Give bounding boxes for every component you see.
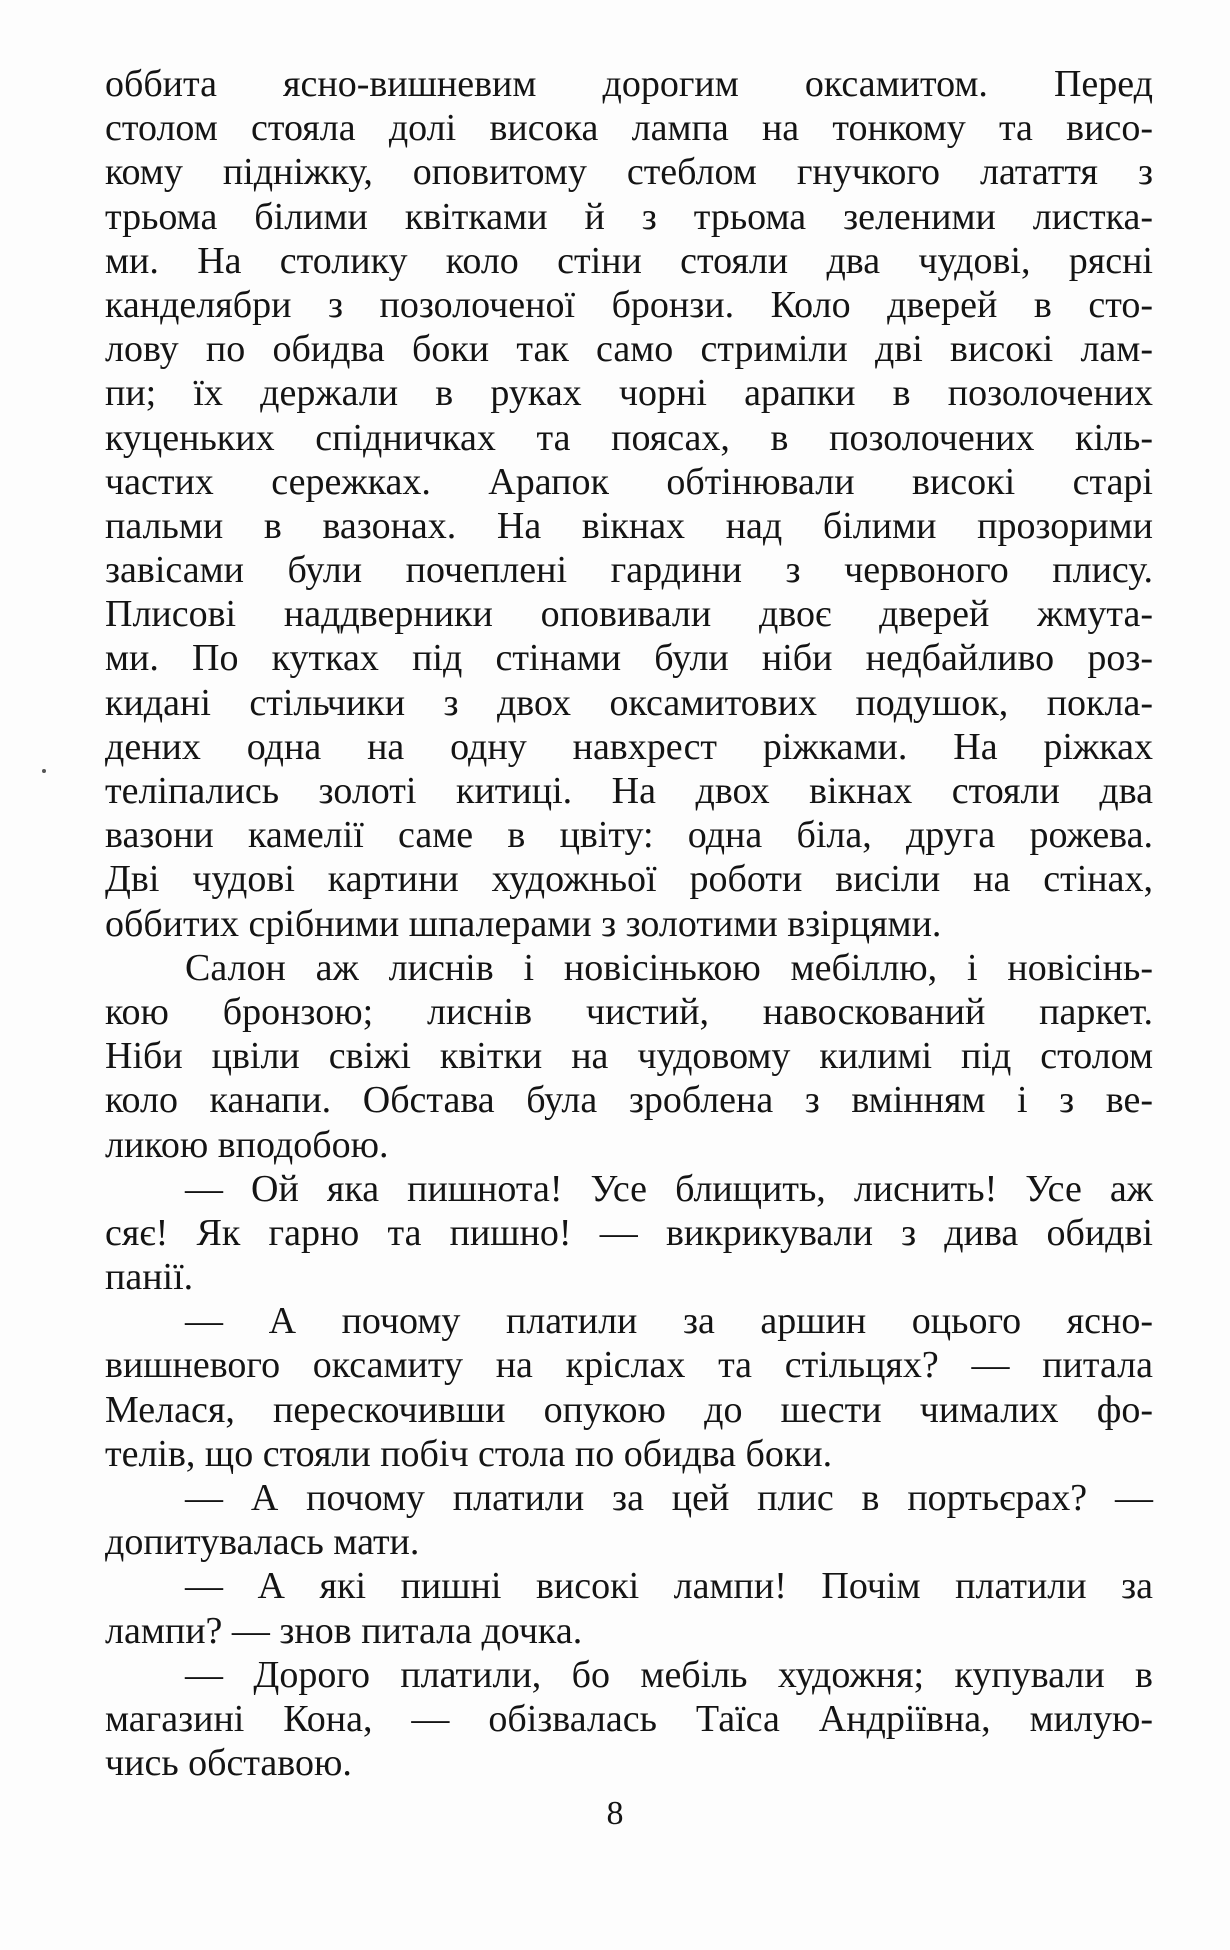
paragraph [105, 946, 1153, 1167]
text-line: столом стояла долі висока лампа на тонкому та висо- [105, 107, 1153, 150]
paragraph [105, 1476, 1153, 1564]
text-line: магазині Кона, — обізвалась Таїса Андріївна, милую- [105, 1697, 1153, 1740]
paragraph [105, 62, 1153, 946]
body-text [105, 62, 1153, 1785]
text-line: пи; їх держали в руках чорні арапки в позолочених [105, 372, 1153, 415]
text-line: Ніби цвіли свіжі квітки на чудовому килимі під столом [105, 1035, 1153, 1078]
text-line: вишневого оксамиту на кріслах та стільцях? — питала [105, 1344, 1153, 1387]
text-line: панії. [105, 1256, 194, 1299]
text-line: допитувалась мати. [105, 1521, 420, 1564]
text-line: частих сережках. Арапок обтінювали високі старі [105, 460, 1153, 503]
text-line: ми. На столику коло стіни стояли два чудові, рясні [105, 239, 1153, 282]
text-line: завісами були почеплені гардини з червоного плису. [105, 549, 1153, 592]
text-line: кою бронзою; лиснів чистий, навоскований паркет. [105, 990, 1153, 1033]
paragraph [105, 1299, 1153, 1476]
text-line: пальми в вазонах. На вікнах над білими прозорими [105, 504, 1153, 547]
text-line: ликою вподобою. [105, 1123, 389, 1166]
text-line: оббита ясно-вишневим дорогим оксамитом. Перед [105, 63, 1153, 105]
text-line: — А почому платили за аршин оцього ясно- [185, 1300, 1153, 1343]
text-line: — А почому платили за цей плис в портьєрах? — [185, 1477, 1153, 1519]
text-line: Плисові наддверники оповивали двоє дверей жмута- [105, 593, 1153, 636]
text-line: Дві чудові картини художньої роботи висіли на стінах, [105, 858, 1153, 901]
paragraph [105, 1564, 1153, 1652]
text-line: лову по обидва боки так само стриміли дві високі лам- [105, 328, 1153, 371]
text-line: лампи? — знов питала дочка. [105, 1609, 583, 1652]
text-line: куценьких спідничках та поясах, в позолочених кіль- [105, 416, 1153, 459]
paragraph [105, 1653, 1153, 1786]
text-line: канделябри з позолоченої бронзи. Коло дверей в сто- [105, 283, 1153, 326]
text-line: ми. По кутках під стінами були ніби недбайливо роз- [105, 637, 1153, 680]
text-line: теліпались золоті китиці. На двох вікнах стояли два [105, 770, 1153, 812]
text-line: кидані стільчики з двох оксамитових подушок, покла- [105, 681, 1153, 724]
text-line: Салон аж лиснів і новісінькою мебіллю, і новісінь- [185, 946, 1153, 989]
text-line: — Дорого платили, бо мебіль художня; купували в [185, 1653, 1153, 1696]
text-line: чись обставою. [105, 1742, 352, 1785]
scan-speck [42, 769, 46, 773]
text-line: оббитих срібними шпалерами з золотими взірцями. [105, 902, 942, 945]
text-line: коло канапи. Обстава була зроблена з вмінням і з ве- [105, 1079, 1153, 1122]
page-number: 8 [606, 1795, 624, 1832]
text-line: Мелася, перескочивши опукою до шести чималих фо- [105, 1388, 1153, 1431]
text-line: кому підніжку, оповитому стеблом гнучкого латаття з [105, 151, 1153, 194]
text-line: сяє! Як гарно та пишно! — викрикували з дива обидві [105, 1211, 1153, 1254]
text-line: телів, що стояли побіч стола по обидва боки. [105, 1432, 833, 1475]
text-line: трьома білими квітками й з трьома зеленими листка- [105, 195, 1153, 238]
text-line: — Ой яка пишнота! Усе блищить, лиснить! Усе аж [185, 1167, 1153, 1210]
text-line: дених одна на одну навхрест ріжками. На ріжках [105, 725, 1153, 768]
text-line: — А які пишні високі лампи! Почім платили за [185, 1565, 1153, 1608]
text-line: вазони камелії саме в цвіту: одна біла, друга рожева. [105, 814, 1153, 857]
paragraph [105, 1167, 1153, 1300]
